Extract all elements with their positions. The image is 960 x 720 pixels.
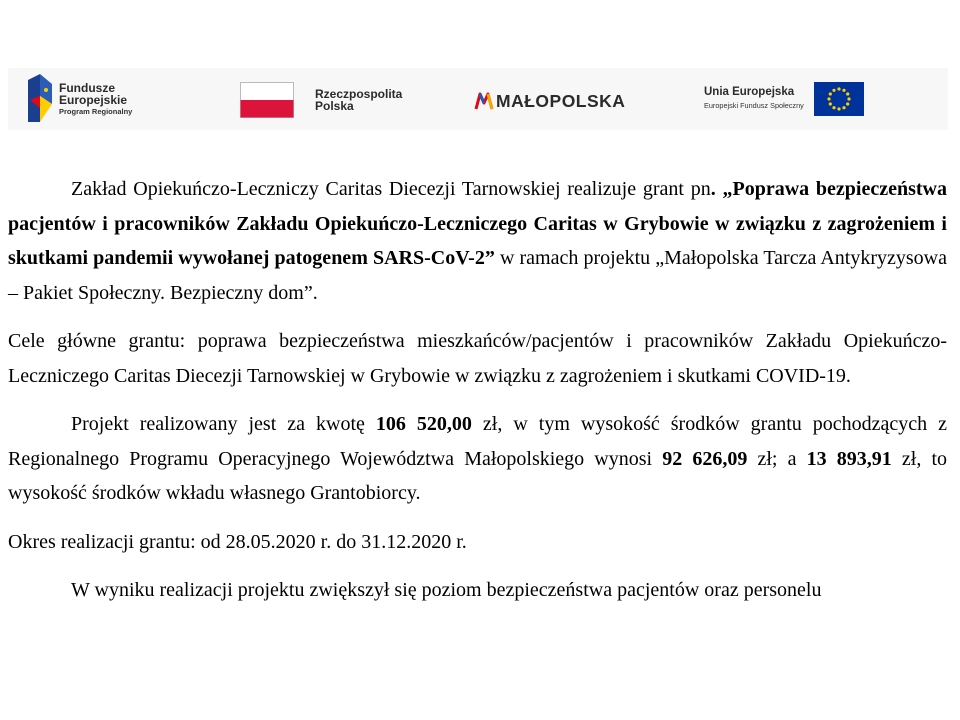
unia-subtitle: Europejski Fundusz Społeczny bbox=[704, 101, 804, 110]
eu-flag-icon bbox=[814, 82, 864, 116]
malopolska-title: MAŁOPOLSKA bbox=[496, 91, 626, 111]
amount-own: 13 893,91 bbox=[806, 447, 892, 470]
fundusze-subtitle: Program Regionalny bbox=[59, 107, 133, 116]
malopolska-logo bbox=[474, 68, 634, 130]
paragraph-goals: Cele główne grantu: poprawa bezpieczeństwa mieszkańców/pacjentów i pracowników Zakładu Opiekuńczo-Leczniczego Caritas Diecezji Tarnowskiej w Grybowie w związku z zagrożeniem i skutkami COVID-19. bbox=[8, 330, 947, 387]
amount-grant: 92 626,09 bbox=[662, 447, 748, 470]
paragraph-funding: Projekt realizowany jest za kwotę 106 520,00 zł, w tym wysokość środków grantu pochodzących z Regionalnego Programu Operacyjnego Województwa Małopolskiego wynosi 92 626,09 zł; a 13 893,91 zł, to wysokość środków wkładu własnego Grantobiorcy. bbox=[8, 413, 948, 504]
paragraph-results: W wyniku realizacji projektu zwiększył się poziom bezpieczeństwa pacjentów oraz personelu bbox=[71, 579, 822, 601]
rzeczpospolita-title: Rzeczpospolita Polska bbox=[315, 87, 403, 113]
unia-title: Unia Europejska bbox=[704, 86, 795, 98]
logo-bar bbox=[8, 68, 948, 130]
grant-title: . „Poprawa bezpieczeństwa pacjentów i pracowników Zakładu Opiekuńczo-Leczniczego Caritas w Grybowie w związku z zagrożeniem i skutkami pandemii wywołanej patogenem SARS-CoV-2” bbox=[8, 178, 947, 269]
polish-flag-icon bbox=[240, 82, 294, 118]
fundusze-europejskie-logo bbox=[26, 68, 176, 130]
fundusze-title: Fundusze Europejskie bbox=[59, 81, 128, 107]
paragraph-grant-intro: Zakład Opiekuńczo-Leczniczy Caritas Diecezji Tarnowskiej realizuje grant pn. „Poprawa bezpieczeństwa pacjentów i pracowników Zakładu Opiekuńczo-Leczniczego Caritas w Grybowie w związku z zagrożeniem i skutkami pandemii wywołanej patogenem SARS-CoV-2” w ramach projektu „Małopolska Tarcza Antykryzysowa – Pakiet Społeczny. Bezpieczny dom”. bbox=[8, 178, 947, 304]
fundusze-emblem-icon bbox=[26, 74, 56, 124]
malopolska-emblem-icon bbox=[474, 91, 494, 111]
rzeczpospolita-polska-logo bbox=[240, 68, 410, 130]
document-body bbox=[8, 172, 947, 608]
amount-total: 106 520,00 bbox=[375, 413, 472, 435]
unia-europejska-logo bbox=[704, 68, 874, 130]
paragraph-period: Okres realizacji grantu: od 28.05.2020 r. do 31.12.2020 r. bbox=[8, 530, 467, 553]
